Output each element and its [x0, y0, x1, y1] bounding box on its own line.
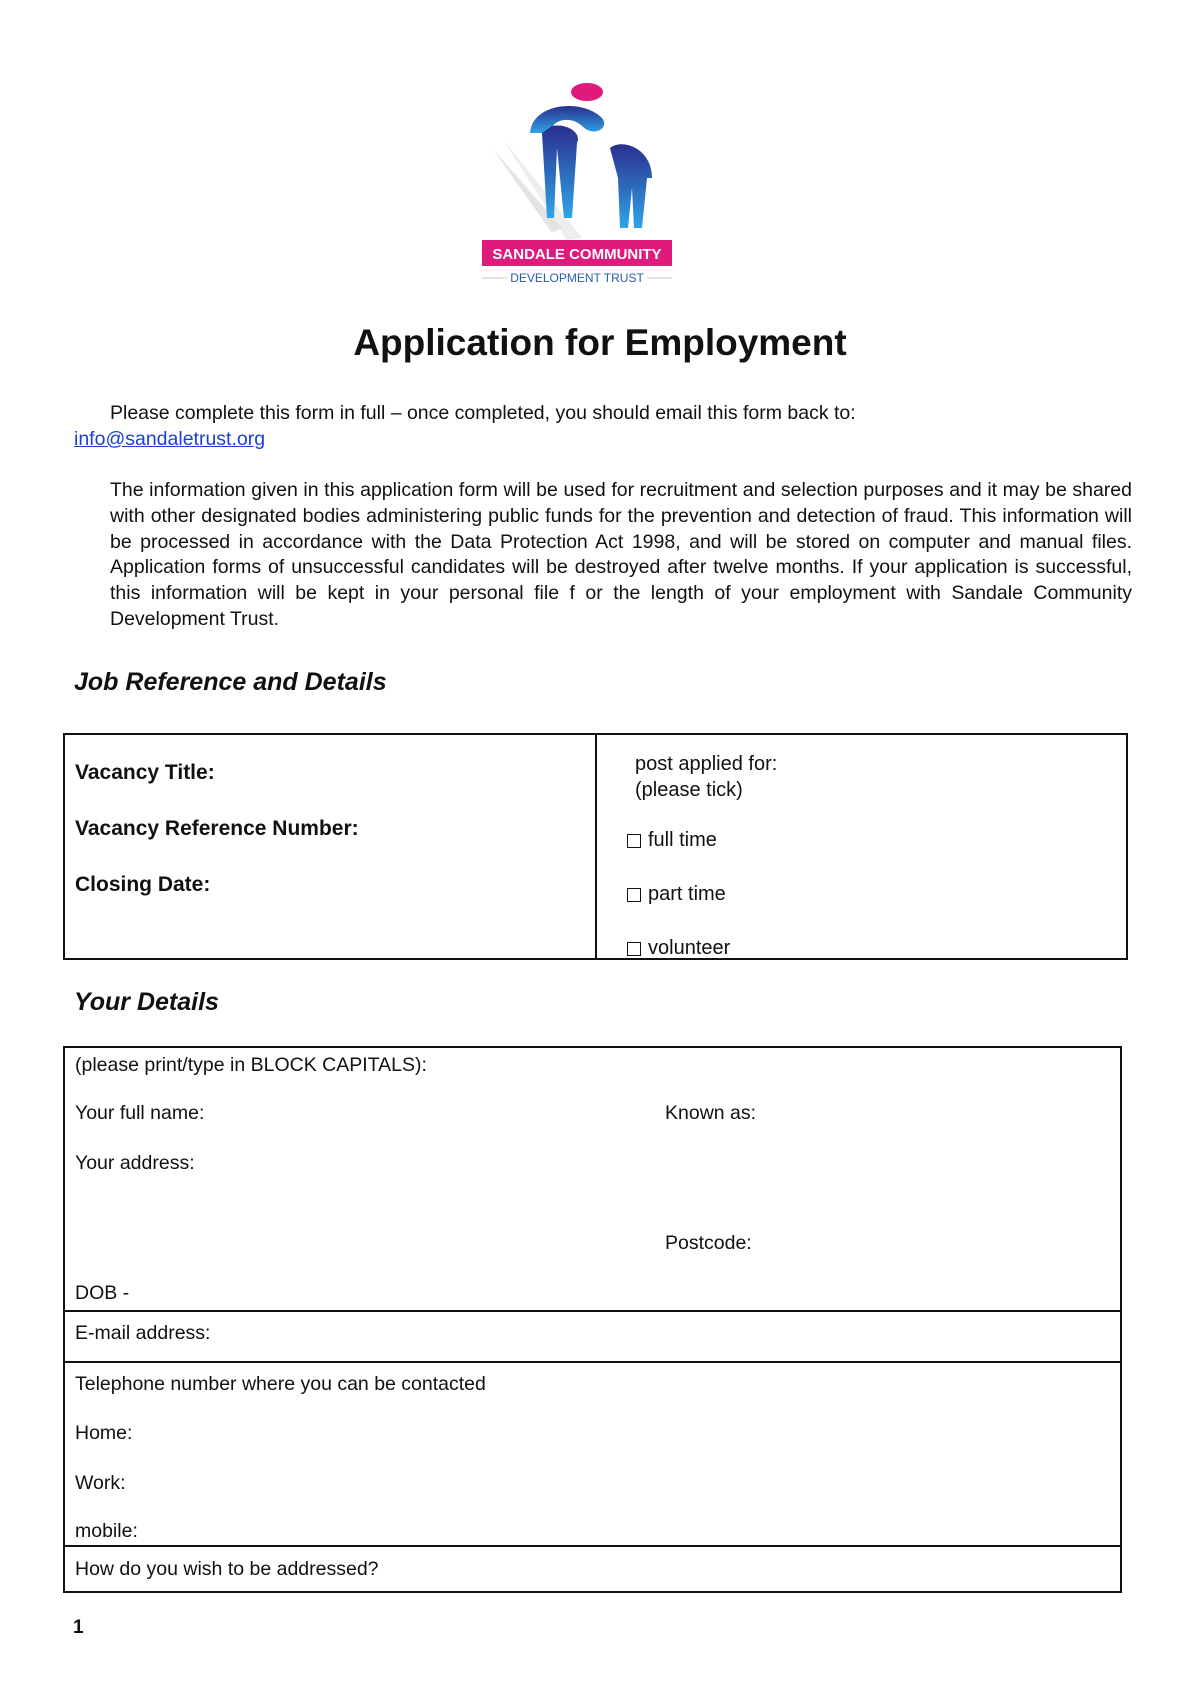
volunteer-checkbox[interactable] — [627, 942, 641, 956]
job-details-table — [63, 733, 1128, 960]
volunteer-label: volunteer — [648, 937, 731, 959]
work-phone-label: Work: — [75, 1472, 126, 1494]
info-paragraph: The information given in this application form will be used for recruitment and selection purposes and it may be shared with other designated bodies administering public funds for the prevention and detection of fraud. This information will be processed in accordance with the Data Protection Act 1998, and will be stored on computer and manual files. Application forms of unsuccessful candidates will be destroyed after twelve months. If your application is successful, this information will be kept in your personal file f or the length of your employment with Sandale Community Development Trust. — [110, 479, 1132, 630]
part-time-option[interactable] — [627, 883, 726, 906]
row-divider — [65, 1310, 1120, 1312]
closing-date-label: Closing Date: — [75, 873, 211, 896]
address-label: Your address: — [75, 1152, 195, 1174]
full-time-option[interactable] — [627, 829, 717, 852]
page-number: 1 — [73, 1617, 84, 1638]
intro-text: Please complete this form in full – once completed, you should email this form back to: — [110, 402, 856, 424]
row-divider — [65, 1361, 1120, 1363]
full-name-label: Your full name: — [75, 1102, 205, 1124]
dob-label: DOB - — [75, 1282, 130, 1304]
email-address-label: E-mail address: — [75, 1322, 211, 1344]
logo-graphic — [482, 78, 692, 302]
volunteer-option[interactable] — [627, 937, 730, 960]
part-time-checkbox[interactable] — [627, 888, 641, 902]
telephone-label: Telephone number where you can be contacted — [75, 1373, 486, 1395]
email-link[interactable]: info@sandaletrust.org — [74, 428, 266, 450]
sandale-trust-logo — [482, 78, 692, 302]
known-as-label: Known as: — [665, 1102, 757, 1124]
post-applied-label: post applied for: — [635, 753, 778, 775]
full-time-checkbox[interactable] — [627, 834, 641, 848]
vacancy-title-label: Vacancy Title: — [75, 761, 215, 784]
logo-line1: SANDALE COMMUNITY — [492, 246, 662, 263]
row-divider — [65, 1545, 1120, 1547]
details-section-heading: Your Details — [74, 988, 219, 1016]
logo-line2: DEVELOPMENT TRUST — [510, 271, 644, 285]
postcode-label: Postcode: — [665, 1232, 752, 1254]
mobile-phone-label: mobile: — [75, 1520, 138, 1542]
please-tick-label: (please tick) — [635, 779, 743, 801]
table-divider — [595, 735, 597, 958]
full-time-label: full time — [648, 829, 717, 851]
home-phone-label: Home: — [75, 1422, 133, 1444]
vacancy-reference-label: Vacancy Reference Number: — [75, 817, 359, 840]
job-section-heading: Job Reference and Details — [74, 668, 387, 696]
page-title: Application for Employment — [353, 322, 847, 363]
block-capitals-note: (please print/type in BLOCK CAPITALS): — [75, 1054, 427, 1076]
your-details-table — [63, 1046, 1122, 1593]
part-time-label: part time — [648, 883, 726, 905]
addressed-label: How do you wish to be addressed? — [75, 1558, 379, 1580]
